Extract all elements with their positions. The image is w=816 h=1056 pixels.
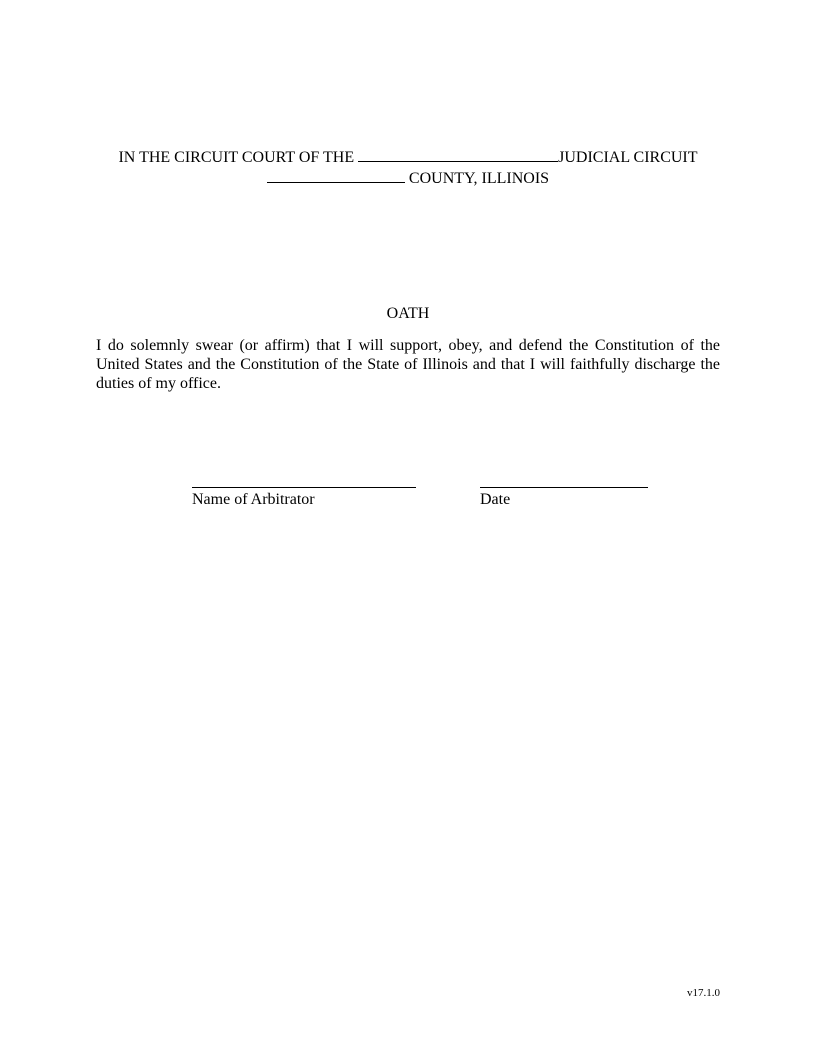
version-label: v17.1.0 bbox=[687, 987, 720, 999]
caption-line-1 bbox=[0, 146, 816, 168]
date-line[interactable] bbox=[480, 487, 648, 488]
oath-title: OATH bbox=[386, 305, 430, 322]
judicial-circuit-blank[interactable] bbox=[358, 146, 558, 162]
arbitrator-name-line[interactable] bbox=[192, 487, 416, 488]
arbitrator-name-label: Name of Arbitrator bbox=[192, 491, 315, 508]
caption-county-suffix: COUNTY, ILLINOIS bbox=[408, 170, 550, 187]
date-label: Date bbox=[480, 491, 511, 508]
caption-circuit-suffix: JUDICIAL CIRCUIT bbox=[558, 149, 698, 166]
caption-court-prefix: IN THE CIRCUIT COURT OF THE bbox=[118, 149, 355, 166]
oath-body: I do solemnly swear (or affirm) that I will support, obey, and defend the Constitution of the United States and the Constitution of the State of Illinois and that I will faithfully discharge the duties of my office. bbox=[96, 337, 720, 392]
county-blank[interactable] bbox=[267, 167, 405, 183]
caption-line-2 bbox=[0, 167, 816, 189]
